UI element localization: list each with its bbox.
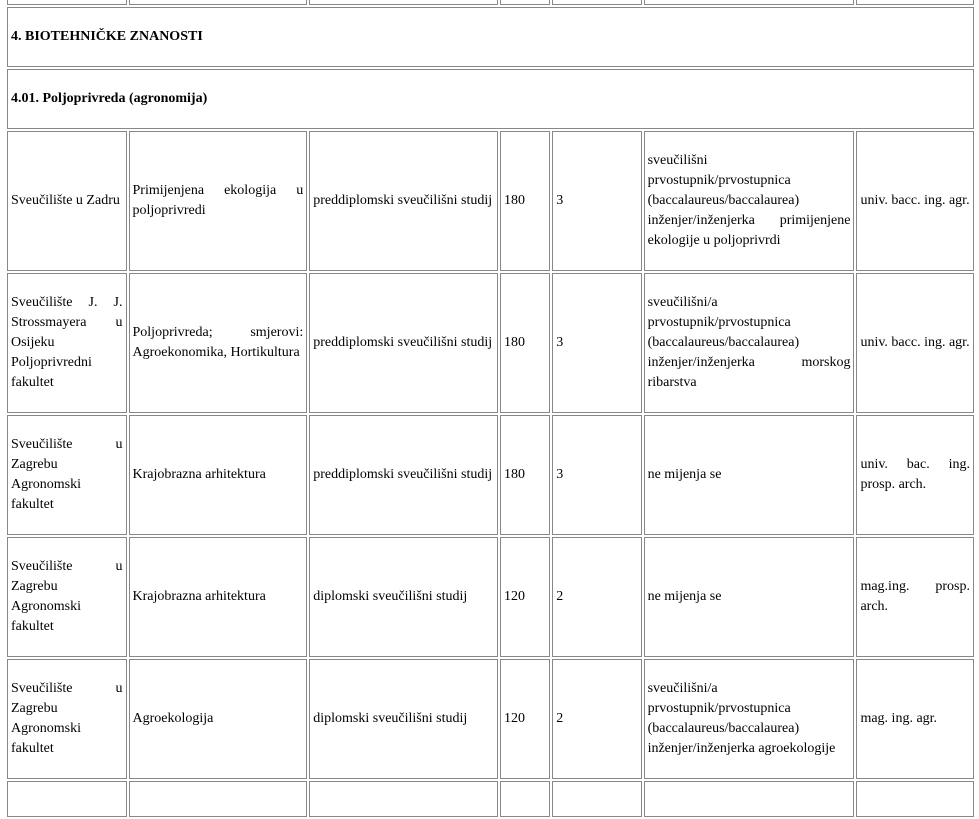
abbreviation-cell: mag. ing. agr.: [856, 659, 974, 779]
table-cell: [309, 0, 498, 5]
section-heading-field: 4. BIOTEHNIČKE ZNANOSTI: [7, 7, 974, 67]
section-heading-subfield: 4.01. Poljoprivreda (agronomija): [7, 69, 974, 129]
table-cell: [500, 0, 550, 5]
years-cell: 3: [552, 273, 641, 413]
table-cell: [856, 781, 974, 817]
table-row: [7, 273, 974, 413]
study-type-cell: diplomski sveučilišni studij: [309, 537, 498, 657]
institution-cell: Sveučilište u Zagrebu Agronomski fakultet: [7, 415, 127, 535]
table-cell: [552, 781, 641, 817]
study-type-cell: preddiplomski sveučilišni studij: [309, 415, 498, 535]
table-cell: [552, 0, 641, 5]
table-cell: [644, 0, 855, 5]
academic-title-cell: sveučilišni/a prvostupnik/prvostupnica (baccalaureus/baccalaurea) inženjer/inženjerka agroekologije: [644, 659, 855, 779]
years-cell: 3: [552, 415, 641, 535]
years-cell: 2: [552, 537, 641, 657]
section-row-subfield: [7, 69, 974, 129]
program-cell: Krajobrazna arhitektura: [129, 537, 308, 657]
academic-title-cell: sveučilišni prvostupnik/prvostupnica (baccalaureus/baccalaurea) inženjer/inženjerka primijenjene ekologije u poljoprivrdi: [644, 131, 855, 271]
program-cell: Primijenjena ekologija u poljoprivredi: [129, 131, 308, 271]
years-cell: 2: [552, 659, 641, 779]
ects-cell: 120: [500, 537, 550, 657]
abbreviation-cell: mag.ing. prosp. arch.: [856, 537, 974, 657]
ects-cell: 180: [500, 131, 550, 271]
table-row: [7, 415, 974, 535]
program-cell: Poljoprivreda; smjerovi: Agroekonomika, Hortikultura: [129, 273, 308, 413]
institution-cell: Sveučilište J. J. Strossmayera u Osijeku Poljoprivredni fakultet: [7, 273, 127, 413]
table-cell: [129, 0, 308, 5]
program-cell: Krajobrazna arhitektura: [129, 415, 308, 535]
ects-cell: 120: [500, 659, 550, 779]
abbreviation-cell: univ. bac. ing. prosp. arch.: [856, 415, 974, 535]
table-cell: [856, 0, 974, 5]
table-cell: [129, 781, 308, 817]
abbreviation-cell: univ. bacc. ing. agr.: [856, 131, 974, 271]
table-cell: [500, 781, 550, 817]
table-row: [7, 537, 974, 657]
study-type-cell: diplomski sveučilišni studij: [309, 659, 498, 779]
academic-title-cell: sveučilišni/a prvostupnik/prvostupnica (baccalaureus/baccalaurea) inženjer/inženjerka morskog ribarstva: [644, 273, 855, 413]
institution-cell: Sveučilište u Zagrebu Agronomski fakultet: [7, 537, 127, 657]
table-row: [7, 659, 974, 779]
institution-cell: Sveučilište u Zagrebu Agronomski fakultet: [7, 659, 127, 779]
table-cell: [644, 781, 855, 817]
table-cell: [309, 781, 498, 817]
table-cell: [7, 781, 127, 817]
table-cell: [7, 0, 127, 5]
years-cell: 3: [552, 131, 641, 271]
ects-cell: 180: [500, 415, 550, 535]
previous-row-fragment: [7, 0, 974, 5]
program-cell: Agroekologija: [129, 659, 308, 779]
ects-cell: 180: [500, 273, 550, 413]
qualifications-table: [5, 0, 976, 819]
next-row-fragment: [7, 781, 974, 817]
study-type-cell: preddiplomski sveučilišni studij: [309, 273, 498, 413]
academic-title-cell: ne mijenja se: [644, 537, 855, 657]
section-row-field: [7, 7, 974, 67]
institution-cell: Sveučilište u Zadru: [7, 131, 127, 271]
table-row: [7, 131, 974, 271]
study-type-cell: preddiplomski sveučilišni studij: [309, 131, 498, 271]
academic-title-cell: ne mijenja se: [644, 415, 855, 535]
abbreviation-cell: univ. bacc. ing. agr.: [856, 273, 974, 413]
